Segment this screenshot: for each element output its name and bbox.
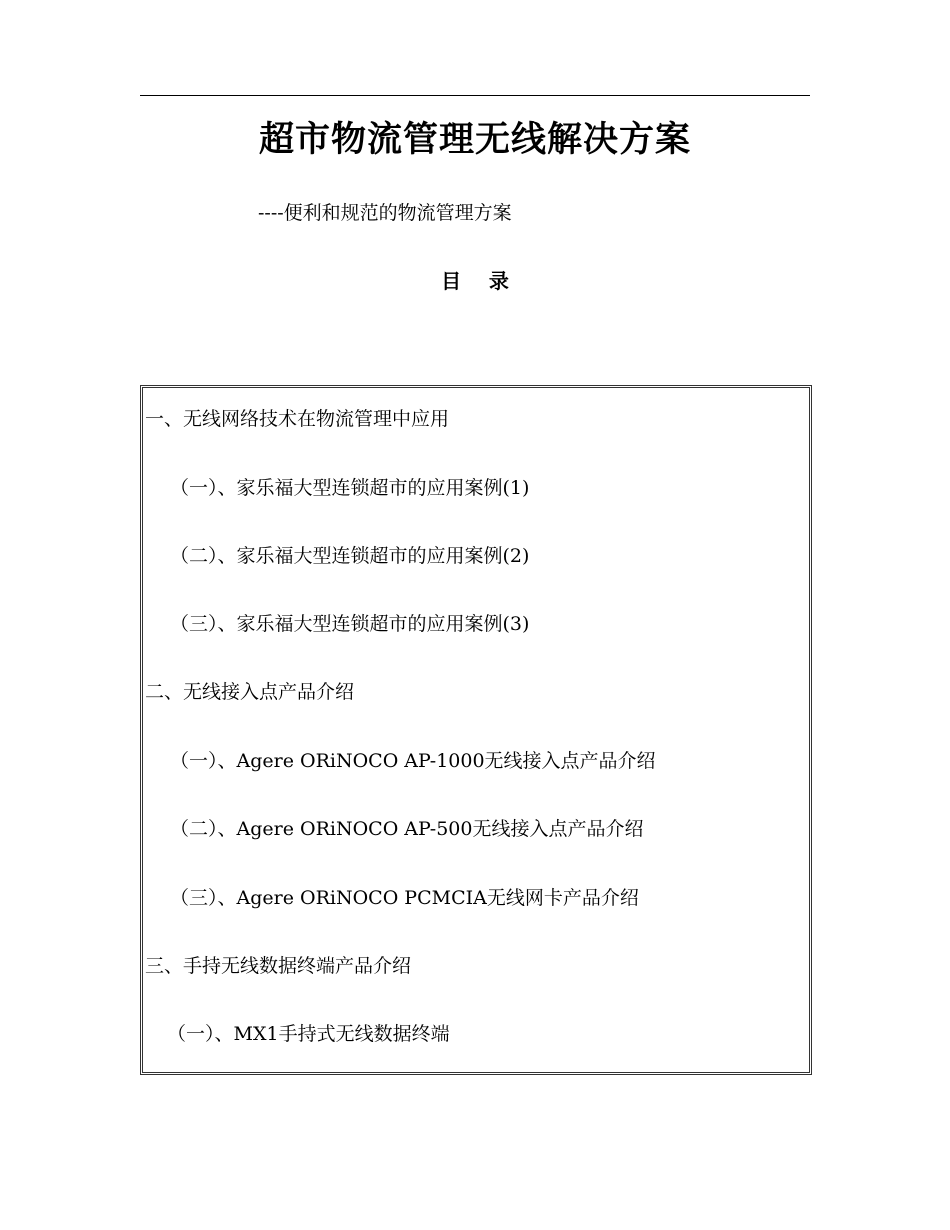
table-of-contents [140,385,812,1075]
toc-entry-1-2[interactable]: （二）、家乐福大型连锁超市的应用案例(2) [170,545,530,567]
toc-entry-2-2[interactable]: （二）、Agere ORiNOCO AP-500无线接入点产品介绍 [170,818,644,840]
toc-entry-2-3[interactable]: （三）、Agere ORiNOCO PCMCIA无线网卡产品介绍 [170,887,639,909]
toc-entry-1-1[interactable]: （一）、家乐福大型连锁超市的应用案例(1) [170,477,530,499]
toc-entry-2-1[interactable]: （一）、Agere ORiNOCO AP-1000无线接入点产品介绍 [170,750,656,772]
toc-entry-section-2[interactable]: 二、无线接入点产品介绍 [145,681,355,703]
toc-entry-3-1[interactable]: （一）、MX1手持式无线数据终端 [167,1023,450,1045]
top-rule [140,95,810,96]
toc-entry-section-1[interactable]: 一、无线网络技术在物流管理中应用 [145,408,450,430]
toc-entry-section-3[interactable]: 三、手持无线数据终端产品介绍 [145,955,412,977]
toc-heading: 目 录 [441,269,509,293]
document-title: 超市物流管理无线解决方案 [258,120,691,160]
document-subtitle: ----便利和规范的物流管理方案 [258,202,512,224]
toc-entry-1-3[interactable]: （三）、家乐福大型连锁超市的应用案例(3) [170,613,530,635]
